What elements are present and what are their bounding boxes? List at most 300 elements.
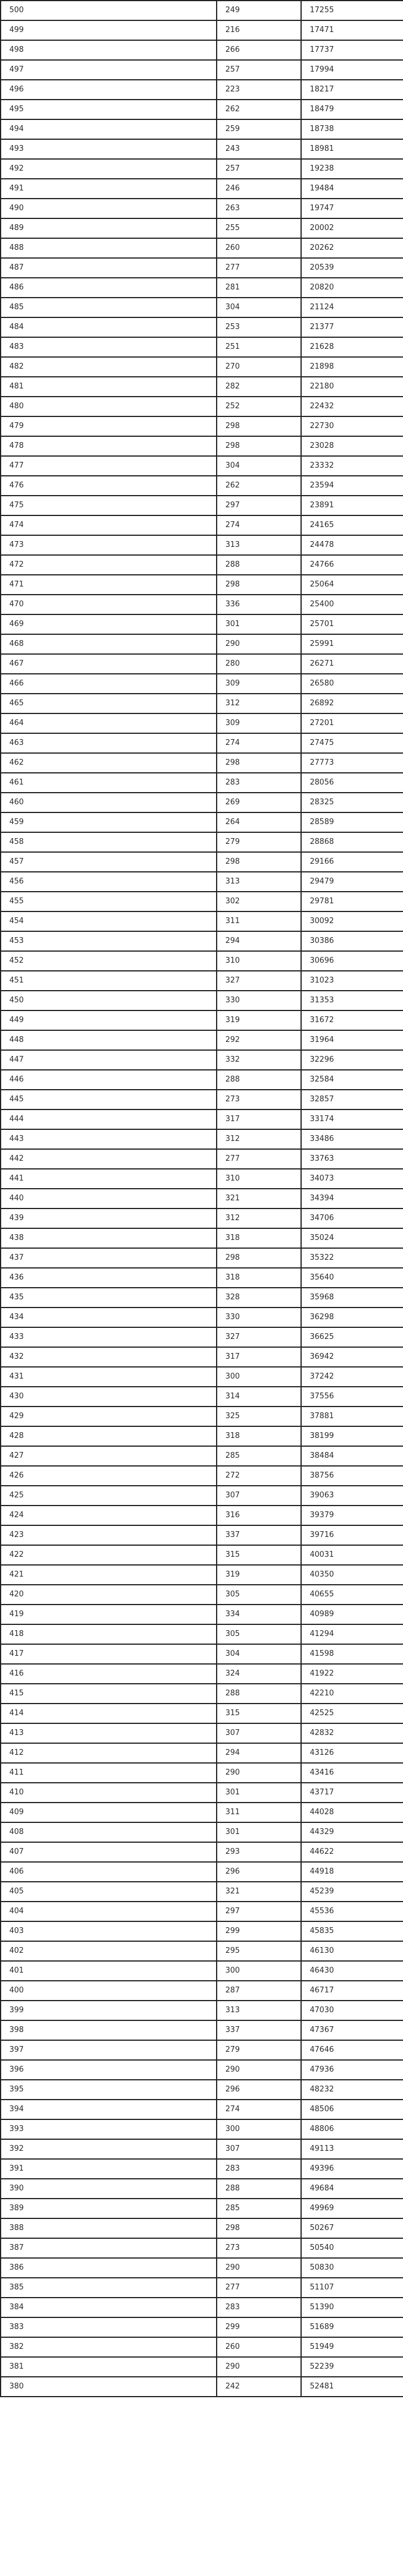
cumulative-cell: 39063	[301, 1486, 403, 1506]
table-row	[1, 1684, 403, 1704]
cumulative-cell: 28056	[301, 773, 403, 793]
count-cell: 319	[217, 1565, 301, 1585]
count-cell: 304	[217, 1644, 301, 1664]
count-cell: 243	[217, 139, 301, 159]
cumulative-cell: 25064	[301, 575, 403, 595]
cumulative-cell: 30092	[301, 911, 403, 931]
score-cell: 384	[1, 2298, 217, 2317]
count-cell: 305	[217, 1624, 301, 1644]
score-cell: 430	[1, 1387, 217, 1407]
score-cell: 410	[1, 1783, 217, 1803]
score-cell: 422	[1, 1545, 217, 1565]
table-row	[1, 2080, 403, 2100]
cumulative-cell: 19484	[301, 179, 403, 199]
score-cell: 467	[1, 654, 217, 674]
count-cell: 311	[217, 911, 301, 931]
count-cell: 298	[217, 436, 301, 456]
count-cell: 290	[217, 634, 301, 654]
score-cell: 445	[1, 1090, 217, 1109]
table-row	[1, 654, 403, 674]
count-cell: 313	[217, 2001, 301, 2020]
table-body	[1, 1, 403, 2397]
cumulative-cell: 46717	[301, 1981, 403, 2001]
cumulative-cell: 22180	[301, 377, 403, 397]
cumulative-cell: 21898	[301, 357, 403, 377]
score-cell: 463	[1, 733, 217, 753]
table-row	[1, 991, 403, 1010]
table-row	[1, 258, 403, 278]
score-cell: 396	[1, 2060, 217, 2080]
table-row	[1, 773, 403, 793]
count-cell: 328	[217, 1288, 301, 1308]
table-row	[1, 535, 403, 555]
cumulative-cell: 20539	[301, 258, 403, 278]
score-cell: 495	[1, 100, 217, 119]
cumulative-cell: 35024	[301, 1228, 403, 1248]
table-row	[1, 971, 403, 991]
table-row	[1, 2278, 403, 2298]
count-cell: 309	[217, 674, 301, 694]
count-cell: 259	[217, 119, 301, 139]
cumulative-cell: 40655	[301, 1585, 403, 1605]
score-cell: 448	[1, 1030, 217, 1050]
score-cell: 492	[1, 159, 217, 179]
score-cell: 440	[1, 1189, 217, 1209]
score-cell: 392	[1, 2139, 217, 2159]
count-cell: 263	[217, 199, 301, 218]
cumulative-cell: 26580	[301, 674, 403, 694]
count-cell: 312	[217, 694, 301, 713]
cumulative-cell: 31353	[301, 991, 403, 1010]
count-cell: 307	[217, 1723, 301, 1743]
cumulative-cell: 23594	[301, 476, 403, 496]
score-cell: 472	[1, 555, 217, 575]
count-cell: 279	[217, 832, 301, 852]
score-cell: 404	[1, 1902, 217, 1921]
count-cell: 274	[217, 733, 301, 753]
count-cell: 330	[217, 1308, 301, 1327]
cumulative-cell: 21377	[301, 317, 403, 337]
table-row	[1, 2377, 403, 2397]
count-cell: 257	[217, 60, 301, 80]
count-cell: 269	[217, 793, 301, 812]
count-cell: 288	[217, 2179, 301, 2199]
cumulative-cell: 36298	[301, 1308, 403, 1327]
count-cell: 277	[217, 258, 301, 278]
count-cell: 297	[217, 496, 301, 515]
score-cell: 500	[1, 1, 217, 20]
table-row	[1, 1466, 403, 1486]
table-row	[1, 476, 403, 496]
cumulative-cell: 47936	[301, 2060, 403, 2080]
count-cell: 305	[217, 1585, 301, 1605]
cumulative-cell: 28325	[301, 793, 403, 812]
count-cell: 311	[217, 1803, 301, 1822]
table-row	[1, 1783, 403, 1803]
count-cell: 290	[217, 2060, 301, 2080]
cumulative-cell: 25701	[301, 614, 403, 634]
score-cell: 398	[1, 2020, 217, 2040]
table-row	[1, 713, 403, 733]
count-cell: 290	[217, 2258, 301, 2278]
count-cell: 274	[217, 515, 301, 535]
count-cell: 273	[217, 2238, 301, 2258]
count-cell: 325	[217, 1407, 301, 1426]
score-cell: 442	[1, 1149, 217, 1169]
count-cell: 299	[217, 1921, 301, 1941]
score-cell: 407	[1, 1842, 217, 1862]
count-cell: 297	[217, 1902, 301, 1921]
cumulative-cell: 40989	[301, 1605, 403, 1624]
count-cell: 288	[217, 555, 301, 575]
score-cell: 402	[1, 1941, 217, 1961]
cumulative-cell: 50830	[301, 2258, 403, 2278]
score-cell: 418	[1, 1624, 217, 1644]
score-cell: 436	[1, 1268, 217, 1288]
score-cell: 477	[1, 456, 217, 476]
score-cell: 456	[1, 872, 217, 892]
table-row	[1, 218, 403, 238]
table-row	[1, 2199, 403, 2218]
table-row	[1, 1545, 403, 1565]
score-cell: 476	[1, 476, 217, 496]
cumulative-cell: 50540	[301, 2238, 403, 2258]
score-cell: 409	[1, 1803, 217, 1822]
cumulative-cell: 35640	[301, 1268, 403, 1288]
count-cell: 319	[217, 1010, 301, 1030]
table-row	[1, 1664, 403, 1684]
count-cell: 253	[217, 317, 301, 337]
count-cell: 280	[217, 654, 301, 674]
count-cell: 304	[217, 456, 301, 476]
count-cell: 298	[217, 852, 301, 872]
cumulative-cell: 39716	[301, 1525, 403, 1545]
score-cell: 438	[1, 1228, 217, 1248]
cumulative-cell: 18217	[301, 80, 403, 100]
table-row	[1, 1981, 403, 2001]
table-row	[1, 1585, 403, 1605]
cumulative-cell: 45536	[301, 1902, 403, 1921]
cumulative-cell: 52239	[301, 2357, 403, 2377]
table-row	[1, 812, 403, 832]
score-cell: 414	[1, 1704, 217, 1723]
score-cell: 390	[1, 2179, 217, 2199]
count-cell: 337	[217, 2020, 301, 2040]
score-cell: 479	[1, 416, 217, 436]
table-row	[1, 1803, 403, 1822]
table-row	[1, 2100, 403, 2119]
count-cell: 246	[217, 179, 301, 199]
cumulative-cell: 17255	[301, 1, 403, 20]
cumulative-cell: 21124	[301, 298, 403, 317]
count-cell: 281	[217, 278, 301, 298]
table-row	[1, 2258, 403, 2278]
table-row	[1, 694, 403, 713]
table-row	[1, 793, 403, 812]
count-cell: 288	[217, 1684, 301, 1704]
table-row	[1, 1010, 403, 1030]
table-row	[1, 2060, 403, 2080]
table-row	[1, 2357, 403, 2377]
count-cell: 283	[217, 2298, 301, 2317]
table-row	[1, 1169, 403, 1189]
cumulative-cell: 18981	[301, 139, 403, 159]
count-cell: 299	[217, 2317, 301, 2337]
score-cell: 443	[1, 1129, 217, 1149]
count-cell: 332	[217, 1050, 301, 1070]
table-row	[1, 1961, 403, 1981]
cumulative-cell: 47367	[301, 2020, 403, 2040]
count-cell: 285	[217, 2199, 301, 2218]
count-cell: 318	[217, 1268, 301, 1288]
cumulative-cell: 20820	[301, 278, 403, 298]
table-row	[1, 1921, 403, 1941]
table-row	[1, 2040, 403, 2060]
count-cell: 251	[217, 337, 301, 357]
score-cell: 382	[1, 2337, 217, 2357]
cumulative-cell: 37881	[301, 1407, 403, 1426]
score-cell: 481	[1, 377, 217, 397]
cumulative-cell: 44622	[301, 1842, 403, 1862]
count-cell: 294	[217, 931, 301, 951]
count-cell: 257	[217, 159, 301, 179]
table-row	[1, 1704, 403, 1723]
table-row	[1, 1149, 403, 1169]
table-row	[1, 278, 403, 298]
cumulative-cell: 20002	[301, 218, 403, 238]
count-cell: 298	[217, 575, 301, 595]
count-cell: 287	[217, 1981, 301, 2001]
count-cell: 298	[217, 753, 301, 773]
score-cell: 490	[1, 199, 217, 218]
table-row	[1, 119, 403, 139]
cumulative-cell: 49113	[301, 2139, 403, 2159]
count-cell: 277	[217, 2278, 301, 2298]
cumulative-cell: 46430	[301, 1961, 403, 1981]
table-row	[1, 1387, 403, 1407]
cumulative-cell: 39379	[301, 1506, 403, 1525]
cumulative-cell: 51689	[301, 2317, 403, 2337]
table-row	[1, 1288, 403, 1308]
count-cell: 321	[217, 1189, 301, 1209]
cumulative-cell: 31964	[301, 1030, 403, 1050]
cumulative-cell: 26271	[301, 654, 403, 674]
table-row	[1, 1902, 403, 1921]
cumulative-cell: 51390	[301, 2298, 403, 2317]
score-cell: 439	[1, 1209, 217, 1228]
cumulative-cell: 51949	[301, 2337, 403, 2357]
table-row	[1, 1308, 403, 1327]
score-cell: 420	[1, 1585, 217, 1605]
count-cell: 312	[217, 1129, 301, 1149]
score-cell: 380	[1, 2377, 217, 2397]
table-row	[1, 2159, 403, 2179]
score-cell: 383	[1, 2317, 217, 2337]
table-row	[1, 832, 403, 852]
table-row	[1, 892, 403, 911]
cumulative-cell: 35322	[301, 1248, 403, 1268]
cumulative-cell: 45239	[301, 1882, 403, 1902]
table-row	[1, 614, 403, 634]
count-cell: 255	[217, 218, 301, 238]
table-row	[1, 1109, 403, 1129]
cumulative-cell: 28868	[301, 832, 403, 852]
count-cell: 273	[217, 1090, 301, 1109]
score-cell: 381	[1, 2357, 217, 2377]
count-cell: 260	[217, 2337, 301, 2357]
cumulative-cell: 28589	[301, 812, 403, 832]
score-cell: 386	[1, 2258, 217, 2278]
cumulative-cell: 37242	[301, 1367, 403, 1387]
cumulative-cell: 51107	[301, 2278, 403, 2298]
count-cell: 318	[217, 1426, 301, 1446]
count-cell: 309	[217, 713, 301, 733]
table-row	[1, 1209, 403, 1228]
table-row	[1, 1525, 403, 1545]
cumulative-cell: 49969	[301, 2199, 403, 2218]
count-cell: 252	[217, 397, 301, 416]
cumulative-cell: 47646	[301, 2040, 403, 2060]
table-row	[1, 317, 403, 337]
count-cell: 279	[217, 2040, 301, 2060]
score-cell: 450	[1, 991, 217, 1010]
score-cell: 446	[1, 1070, 217, 1090]
score-cell: 453	[1, 931, 217, 951]
score-cell: 444	[1, 1109, 217, 1129]
count-cell: 262	[217, 476, 301, 496]
table-row	[1, 1228, 403, 1248]
table-row	[1, 1327, 403, 1347]
count-cell: 270	[217, 357, 301, 377]
table-row	[1, 337, 403, 357]
table-row	[1, 1248, 403, 1268]
table-row	[1, 1030, 403, 1050]
cumulative-cell: 38199	[301, 1426, 403, 1446]
count-cell: 294	[217, 1743, 301, 1763]
score-cell: 415	[1, 1684, 217, 1704]
cumulative-cell: 43126	[301, 1743, 403, 1763]
table-row	[1, 2317, 403, 2337]
cumulative-cell: 17471	[301, 20, 403, 40]
score-cell: 403	[1, 1921, 217, 1941]
count-cell: 317	[217, 1109, 301, 1129]
table-row	[1, 1, 403, 20]
cumulative-cell: 27475	[301, 733, 403, 753]
cumulative-cell: 36625	[301, 1327, 403, 1347]
count-cell: 330	[217, 991, 301, 1010]
score-cell: 469	[1, 614, 217, 634]
count-cell: 316	[217, 1506, 301, 1525]
score-cell: 423	[1, 1525, 217, 1545]
score-cell: 482	[1, 357, 217, 377]
cumulative-cell: 33763	[301, 1149, 403, 1169]
cumulative-cell: 22730	[301, 416, 403, 436]
cumulative-cell: 48806	[301, 2119, 403, 2139]
cumulative-cell: 35968	[301, 1288, 403, 1308]
score-cell: 480	[1, 397, 217, 416]
score-cell: 497	[1, 60, 217, 80]
count-cell: 307	[217, 1486, 301, 1506]
count-cell: 249	[217, 1, 301, 20]
cumulative-cell: 18738	[301, 119, 403, 139]
table-row	[1, 674, 403, 694]
score-cell: 419	[1, 1605, 217, 1624]
count-cell: 327	[217, 971, 301, 991]
score-cell: 459	[1, 812, 217, 832]
cumulative-cell: 25400	[301, 595, 403, 614]
score-cell: 417	[1, 1644, 217, 1664]
count-cell: 301	[217, 1783, 301, 1803]
count-cell: 314	[217, 1387, 301, 1407]
table-row	[1, 872, 403, 892]
count-cell: 296	[217, 1862, 301, 1882]
count-cell: 317	[217, 1347, 301, 1367]
table-row	[1, 2337, 403, 2357]
table-row	[1, 2020, 403, 2040]
table-row	[1, 199, 403, 218]
table-row	[1, 1486, 403, 1506]
table-row	[1, 1842, 403, 1862]
score-cell: 496	[1, 80, 217, 100]
table-row	[1, 2238, 403, 2258]
table-row	[1, 733, 403, 753]
score-cell: 435	[1, 1288, 217, 1308]
table-row	[1, 515, 403, 535]
count-cell: 272	[217, 1466, 301, 1486]
table-row	[1, 357, 403, 377]
table-row	[1, 1723, 403, 1743]
score-cell: 483	[1, 337, 217, 357]
score-cell: 488	[1, 238, 217, 258]
score-cell: 460	[1, 793, 217, 812]
table-row	[1, 80, 403, 100]
cumulative-cell: 20262	[301, 238, 403, 258]
table-row	[1, 595, 403, 614]
table-row	[1, 1129, 403, 1149]
score-cell: 464	[1, 713, 217, 733]
score-cell: 498	[1, 40, 217, 60]
cumulative-cell: 42525	[301, 1704, 403, 1723]
count-cell: 290	[217, 1763, 301, 1783]
cumulative-cell: 29479	[301, 872, 403, 892]
score-cell: 434	[1, 1308, 217, 1327]
table-row	[1, 1347, 403, 1367]
table-row	[1, 2298, 403, 2317]
table-row	[1, 1605, 403, 1624]
cumulative-cell: 42832	[301, 1723, 403, 1743]
score-cell: 449	[1, 1010, 217, 1030]
cumulative-cell: 26892	[301, 694, 403, 713]
cumulative-cell: 19238	[301, 159, 403, 179]
count-cell: 313	[217, 535, 301, 555]
table-row	[1, 1407, 403, 1426]
table-row	[1, 1862, 403, 1882]
cumulative-cell: 24766	[301, 555, 403, 575]
count-cell: 300	[217, 1961, 301, 1981]
count-cell: 310	[217, 1169, 301, 1189]
cumulative-cell: 40031	[301, 1545, 403, 1565]
count-cell: 307	[217, 2139, 301, 2159]
score-cell: 431	[1, 1367, 217, 1387]
cumulative-cell: 43717	[301, 1783, 403, 1803]
cumulative-cell: 30386	[301, 931, 403, 951]
table-row	[1, 456, 403, 476]
table-row	[1, 1882, 403, 1902]
score-cell: 395	[1, 2080, 217, 2100]
cumulative-cell: 43416	[301, 1763, 403, 1783]
count-cell: 300	[217, 1367, 301, 1387]
score-cell: 468	[1, 634, 217, 654]
